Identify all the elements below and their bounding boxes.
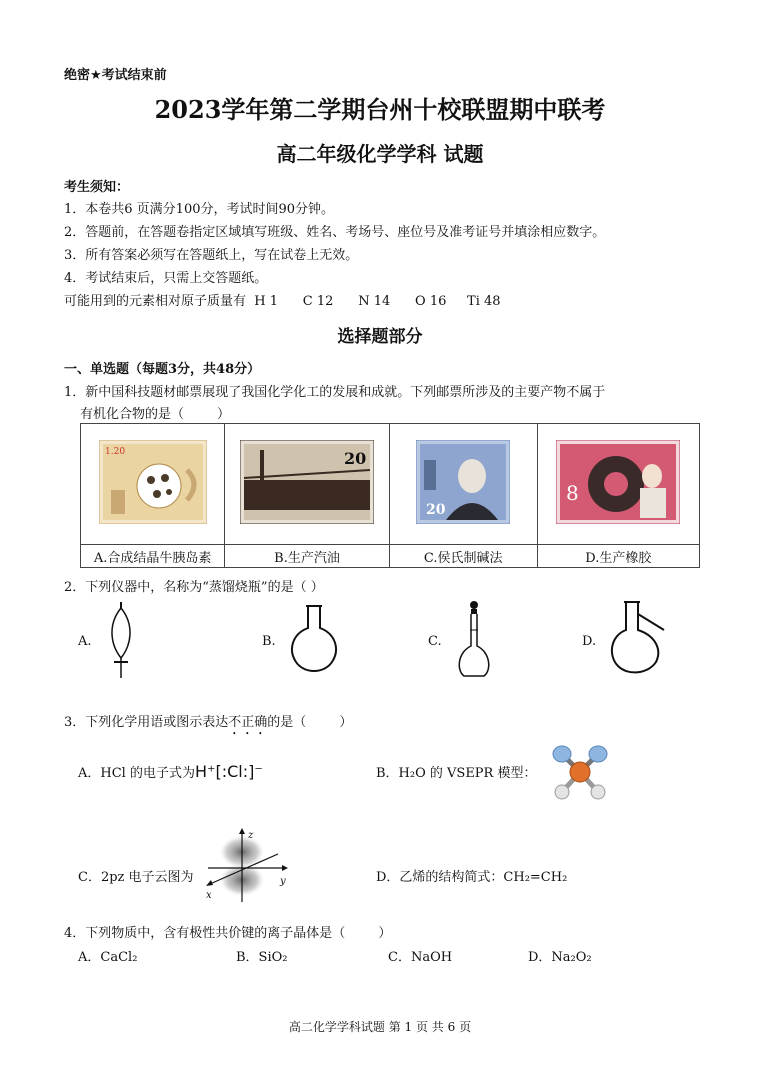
stamp-value: 20 bbox=[426, 502, 446, 518]
distillation-flask-icon bbox=[606, 600, 670, 676]
secret-label: 绝密★考试结束前 bbox=[64, 68, 167, 83]
stamp-cell-b bbox=[225, 424, 389, 545]
axis-z-label: z bbox=[248, 830, 254, 841]
stamp-value: 8 bbox=[566, 481, 580, 505]
q3-stem bbox=[64, 711, 352, 738]
q1-option-a: A.合成结晶牛胰岛素 bbox=[81, 545, 225, 568]
q3-stem-post: 的是（ ） bbox=[267, 715, 353, 730]
stamp-cell-a bbox=[81, 424, 225, 545]
q3-stem-emphasis: 不正确 bbox=[228, 715, 268, 730]
q1-stamp-table bbox=[80, 423, 700, 568]
q1-option-b: B.生产汽油 bbox=[225, 545, 389, 568]
exam-subtitle: 高二年级化学学科 试题 bbox=[276, 142, 484, 166]
p-orbital-cloud-image bbox=[198, 826, 298, 904]
notice-item: 4．考试结束后，只需上交答题纸。 bbox=[64, 271, 268, 286]
q3-option-a-text: A．HCl 的电子式为 bbox=[78, 766, 195, 781]
q4-option-a: A．CaCl₂ bbox=[78, 950, 138, 965]
stamp-gasoline-image bbox=[240, 440, 374, 524]
axis-x-label: x bbox=[206, 890, 212, 901]
q4-option-b: B．SiO₂ bbox=[236, 950, 288, 965]
atomic-mass-line: 可能用到的元素相对原子质量有 H 1 C 12 N 14 O 16 Ti 48 bbox=[64, 294, 501, 309]
axis-y-label: y bbox=[280, 876, 286, 887]
q1-option-c: C.侯氏制碱法 bbox=[389, 545, 537, 568]
stamp-cell-c bbox=[389, 424, 537, 545]
notice-item: 3．所有答案必须写在答题纸上，写在试卷上无效。 bbox=[64, 248, 359, 263]
hcl-electron-formula: H⁺[:Cl:]⁻ bbox=[194, 762, 263, 781]
q3-stem-pre: 3．下列化学用语或图示表达 bbox=[64, 715, 229, 730]
volumetric-flask-icon bbox=[454, 600, 494, 680]
q2-stem: 2．下列仪器中，名称为“蒸馏烧瓶”的是（ ） bbox=[64, 580, 324, 595]
q3-option-c: C．2pz 电子云图为 bbox=[78, 870, 194, 885]
q1-option-d: D.生产橡胶 bbox=[537, 545, 699, 568]
q4-option-d: D．Na₂O₂ bbox=[528, 950, 592, 965]
stamp-hou-image bbox=[416, 440, 510, 524]
vsepr-model-image bbox=[548, 742, 612, 802]
page-footer: 高二化学学科试题 第 1 页 共 6 页 bbox=[288, 1020, 472, 1034]
q4-stem: 4．下列物质中，含有极性共价键的离子晶体是（ ） bbox=[64, 926, 392, 941]
q1-stem: 1．新中国科技题材邮票展现了我国化学化工的发展和成就。下列邮票所涉及的主要产物不属于 bbox=[64, 385, 606, 400]
stamp-value: 1.20 bbox=[104, 447, 125, 457]
q3-option-a bbox=[78, 762, 263, 781]
round-bottom-flask-icon bbox=[286, 604, 342, 674]
q1-stem-cont: 有机化合物的是（ ） bbox=[80, 407, 231, 422]
q4-option-c: C．NaOH bbox=[388, 950, 453, 965]
section-title: 选择题部分 bbox=[337, 327, 423, 347]
q2-label-c: C. bbox=[428, 634, 442, 649]
stamp-insulin-image bbox=[99, 440, 207, 524]
separatory-funnel-icon bbox=[104, 600, 138, 680]
stamp-rubber-image bbox=[556, 440, 680, 524]
q3-option-d: D．乙烯的结构简式：CH₂=CH₂ bbox=[376, 870, 568, 885]
notice-heading: 考生须知： bbox=[64, 180, 130, 195]
notice-item: 1．本卷共6 页满分100分，考试时间90分钟。 bbox=[64, 202, 335, 217]
notice-item: 2．答题前，在答题卷指定区域填写班级、姓名、考场号、座位号及准考证号并填涂相应数字。 bbox=[64, 225, 606, 240]
q2-label-d: D. bbox=[582, 634, 597, 649]
q3-option-b: B．H₂O 的 VSEPR 模型： bbox=[376, 766, 537, 781]
exam-title: 2023学年第二学期台州十校联盟期中联考 bbox=[154, 95, 606, 124]
q2-label-b: B. bbox=[262, 634, 276, 649]
q2-label-a: A. bbox=[78, 634, 92, 649]
part1-heading: 一、单选题（每题3分，共48分） bbox=[64, 362, 261, 377]
stamp-value: 20 bbox=[344, 449, 367, 468]
stamp-cell-d bbox=[537, 424, 699, 545]
